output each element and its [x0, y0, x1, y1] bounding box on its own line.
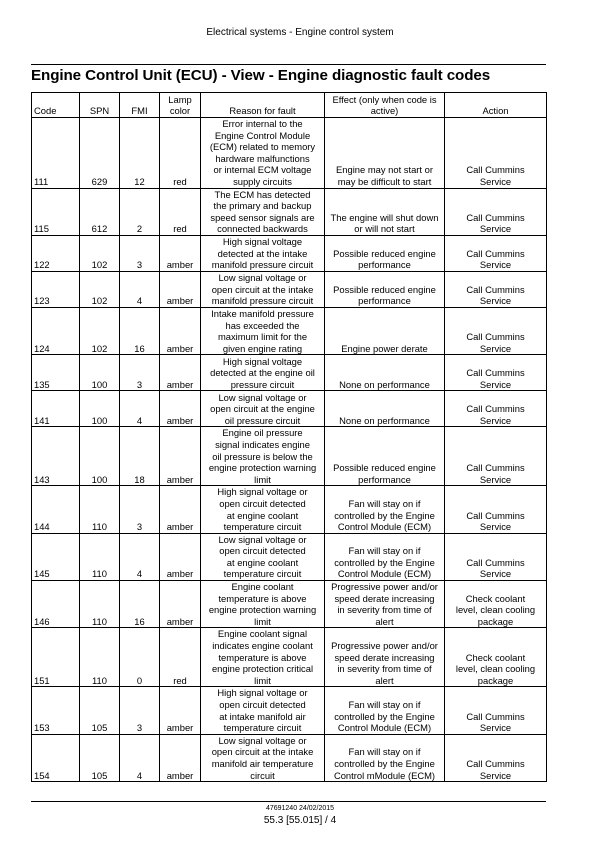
header-rule [31, 64, 546, 65]
cell-fmi: 3 [120, 486, 160, 533]
column-header-fmi: FMI [120, 93, 160, 118]
cell-reason: High signal voltage or open circuit detected at intake manifold air temperature circuit [201, 687, 325, 734]
cell-reason: Low signal voltage or open circuit detected at engine coolant temperature circuit [201, 533, 325, 580]
cell-code: 141 [32, 391, 80, 427]
cell-spn: 105 [80, 687, 120, 734]
cell-fmi: 0 [120, 628, 160, 687]
cell-lamp: amber [160, 427, 201, 486]
cell-code: 153 [32, 687, 80, 734]
cell-action: Call Cummins Service [445, 427, 547, 486]
cell-fmi: 16 [120, 581, 160, 628]
fault-code-table [31, 92, 547, 782]
cell-code: 135 [32, 355, 80, 391]
cell-effect: The engine will shut down or will not start [325, 188, 445, 235]
column-header-action: Action [445, 93, 547, 118]
column-header-lamp-color: Lamp color [160, 93, 201, 118]
cell-action: Call Cummins Service [445, 533, 547, 580]
cell-fmi: 4 [120, 391, 160, 427]
cell-lamp: amber [160, 533, 201, 580]
cell-code: 151 [32, 628, 80, 687]
cell-lamp: amber [160, 687, 201, 734]
cell-spn: 110 [80, 628, 120, 687]
cell-lamp: amber [160, 235, 201, 271]
cell-action: Call Cummins Service [445, 188, 547, 235]
cell-reason: Engine coolant signal indicates engine coolant temperature is above engine protection critical limit [201, 628, 325, 687]
cell-code: 143 [32, 427, 80, 486]
cell-reason: Low signal voltage or open circuit at the engine oil pressure circuit [201, 391, 325, 427]
table-row [32, 355, 547, 391]
cell-reason: Engine oil pressure signal indicates engine oil pressure is below the engine protection warning limit [201, 427, 325, 486]
table-row [32, 734, 547, 781]
column-header-effect: Effect (only when code is active) [325, 93, 445, 118]
table-row [32, 687, 547, 734]
cell-lamp: amber [160, 734, 201, 781]
table-row [32, 533, 547, 580]
cell-spn: 110 [80, 581, 120, 628]
cell-effect: Fan will stay on if controlled by the Engine Control Module (ECM) [325, 486, 445, 533]
cell-fmi: 4 [120, 533, 160, 580]
cell-reason: High signal voltage detected at the intake manifold pressure circuit [201, 235, 325, 271]
page-number: 55.3 [55.015] / 4 [263, 815, 337, 826]
cell-reason: Error internal to the Engine Control Module (ECM) related to memory hardware malfunctions or internal ECM voltage supply circuits [201, 118, 325, 189]
cell-lamp: red [160, 188, 201, 235]
footer-rule [31, 801, 546, 802]
cell-spn: 100 [80, 391, 120, 427]
table-header-row [32, 93, 547, 118]
cell-fmi: 3 [120, 235, 160, 271]
cell-action: Call Cummins Service [445, 307, 547, 354]
cell-fmi: 2 [120, 188, 160, 235]
cell-effect: Fan will stay on if controlled by the Engine Control mModule (ECM) [325, 734, 445, 781]
cell-lamp: amber [160, 355, 201, 391]
cell-action: Call Cummins Service [445, 235, 547, 271]
page-title: Engine Control Unit (ECU) - View - Engine diagnostic fault codes [31, 67, 491, 84]
cell-lamp: red [160, 628, 201, 687]
cell-reason: Engine coolant temperature is above engine protection warning limit [201, 581, 325, 628]
table-row [32, 188, 547, 235]
column-header-spn: SPN [80, 93, 120, 118]
table-row [32, 486, 547, 533]
cell-action: Call Cummins Service [445, 355, 547, 391]
cell-fmi: 3 [120, 687, 160, 734]
cell-spn: 629 [80, 118, 120, 189]
cell-effect: Possible reduced engine performance [325, 427, 445, 486]
cell-effect: Progressive power and/or speed derate increasing in severity from time of alert [325, 581, 445, 628]
table-row [32, 581, 547, 628]
cell-spn: 102 [80, 235, 120, 271]
document-number: 47691240 24/02/2015 [265, 805, 335, 812]
cell-code: 115 [32, 188, 80, 235]
column-header-code: Code [32, 93, 80, 118]
cell-reason: Low signal voltage or open circuit at the intake manifold pressure circuit [201, 271, 325, 307]
cell-lamp: amber [160, 307, 201, 354]
cell-reason: High signal voltage or open circuit detected at engine coolant temperature circuit [201, 486, 325, 533]
column-header-reason: Reason for fault [201, 93, 325, 118]
cell-fmi: 3 [120, 355, 160, 391]
fault-rows [32, 118, 547, 782]
cell-fmi: 4 [120, 271, 160, 307]
cell-code: 124 [32, 307, 80, 354]
cell-spn: 612 [80, 188, 120, 235]
cell-spn: 102 [80, 271, 120, 307]
cell-fmi: 4 [120, 734, 160, 781]
cell-action: Call Cummins Service [445, 391, 547, 427]
cell-effect: Fan will stay on if controlled by the Engine Control Module (ECM) [325, 533, 445, 580]
cell-action: Call Cummins Service [445, 687, 547, 734]
cell-effect: None on performance [325, 355, 445, 391]
cell-effect: Possible reduced engine performance [325, 235, 445, 271]
table-row [32, 271, 547, 307]
cell-code: 146 [32, 581, 80, 628]
cell-spn: 100 [80, 355, 120, 391]
cell-spn: 110 [80, 486, 120, 533]
cell-fmi: 18 [120, 427, 160, 486]
cell-reason: Low signal voltage or open circuit at the intake manifold air temperature circuit [201, 734, 325, 781]
cell-action: Check coolant level, clean cooling package [445, 581, 547, 628]
table-row [32, 307, 547, 354]
cell-lamp: amber [160, 581, 201, 628]
cell-code: 122 [32, 235, 80, 271]
table-row [32, 628, 547, 687]
cell-reason: High signal voltage detected at the engine oil pressure circuit [201, 355, 325, 391]
cell-action: Call Cummins Service [445, 486, 547, 533]
cell-lamp: red [160, 118, 201, 189]
running-header: Electrical systems - Engine control system [206, 27, 394, 38]
cell-effect: Engine may not start or may be difficult to start [325, 118, 445, 189]
cell-lamp: amber [160, 271, 201, 307]
cell-code: 111 [32, 118, 80, 189]
cell-spn: 110 [80, 533, 120, 580]
cell-code: 144 [32, 486, 80, 533]
cell-code: 123 [32, 271, 80, 307]
cell-code: 145 [32, 533, 80, 580]
cell-action: Call Cummins Service [445, 271, 547, 307]
cell-action: Call Cummins Service [445, 118, 547, 189]
cell-spn: 105 [80, 734, 120, 781]
cell-action: Check coolant level, clean cooling package [445, 628, 547, 687]
cell-effect: Fan will stay on if controlled by the Engine Control Module (ECM) [325, 687, 445, 734]
cell-reason: The ECM has detected the primary and backup speed sensor signals are connected backwards [201, 188, 325, 235]
cell-effect: Engine power derate [325, 307, 445, 354]
cell-spn: 102 [80, 307, 120, 354]
table-row [32, 427, 547, 486]
cell-lamp: amber [160, 391, 201, 427]
cell-reason: Intake manifold pressure has exceeded the maximum limit for the given engine rating [201, 307, 325, 354]
cell-effect: Progressive power and/or speed derate increasing in severity from time of alert [325, 628, 445, 687]
cell-spn: 100 [80, 427, 120, 486]
cell-effect: Possible reduced engine performance [325, 271, 445, 307]
cell-fmi: 16 [120, 307, 160, 354]
table-row [32, 391, 547, 427]
table-row [32, 235, 547, 271]
cell-action: Call Cummins Service [445, 734, 547, 781]
table-row [32, 118, 547, 189]
cell-fmi: 12 [120, 118, 160, 189]
cell-lamp: amber [160, 486, 201, 533]
cell-code: 154 [32, 734, 80, 781]
cell-effect: None on performance [325, 391, 445, 427]
